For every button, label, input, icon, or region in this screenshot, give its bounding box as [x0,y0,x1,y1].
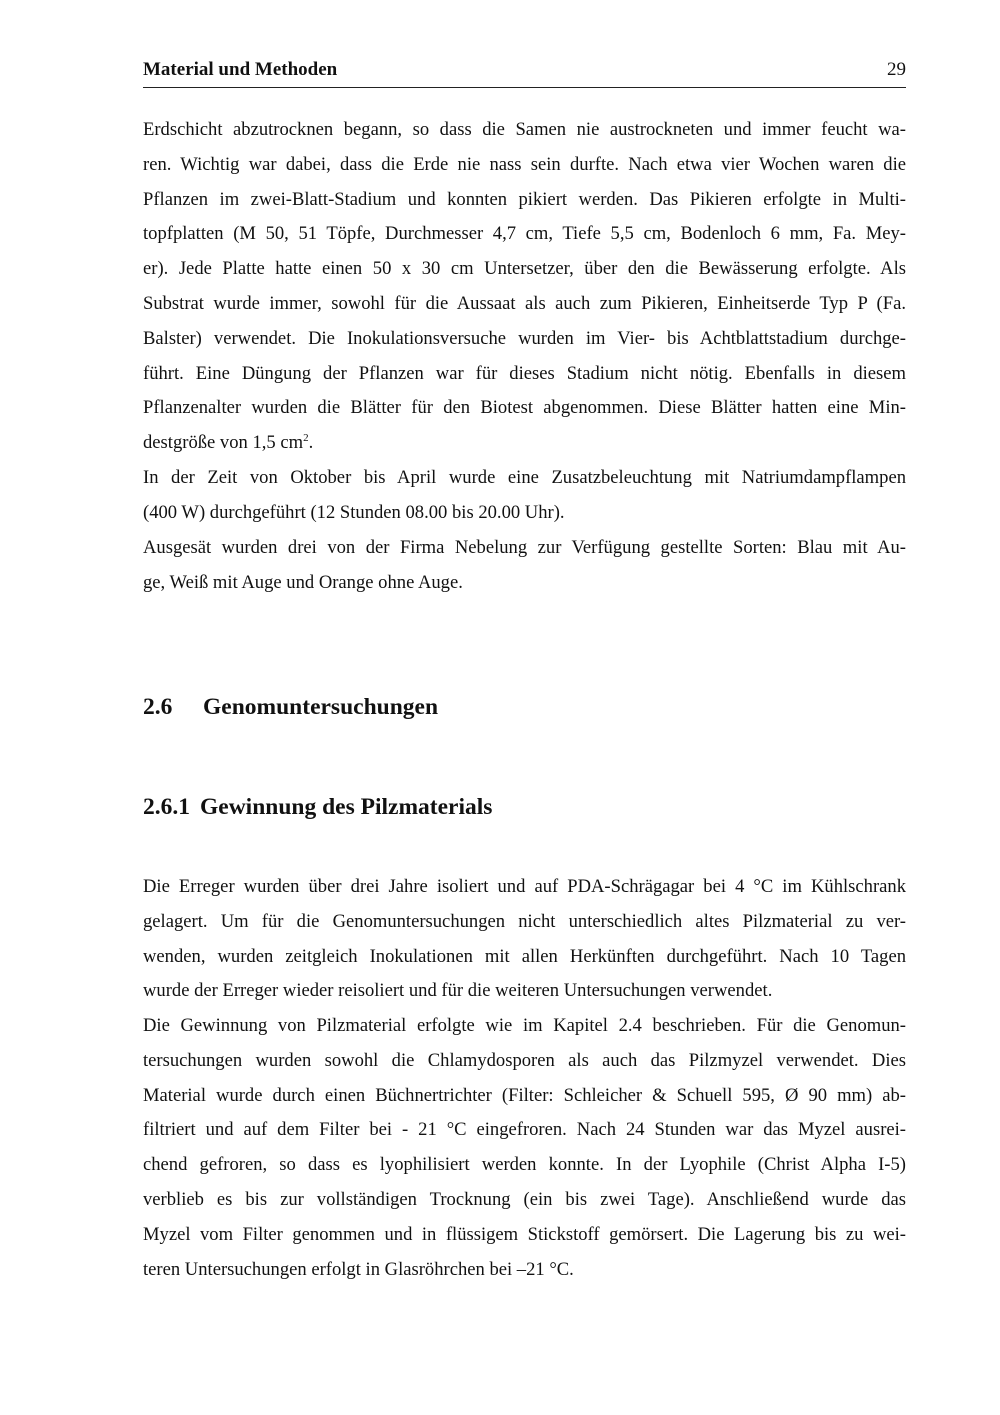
text-line: wurde der Erreger wieder reisoliert und für die weiteren Untersuchungen verwendet. [143,980,773,1002]
text-line: gelagert. Um für die Genomuntersuchungen nicht unterschiedlich altes Pilzmaterial zu ver- [143,910,906,932]
text-line: In der Zeit von Oktober bis April wurde eine Zusatzbeleuchtung mit Natriumdampflampen [143,467,906,488]
text-line: Material wurde durch einen Büchnertrichter (Filter: Schleicher & Schuell 595, Ø 90 mm) ab- [143,1084,906,1106]
text-fragment: destgröße von 1,5 cm [143,432,304,454]
page-header [143,57,906,88]
page-number: 29 [887,59,906,80]
section-title: Gewinnung des Pilzmaterials [200,794,493,820]
text-line: Ausgesät wurden drei von der Firma Nebelung zur Verfügung gestellte Sorten: Blau mit Au- [143,537,906,558]
text-line: führt. Eine Düngung der Pflanzen war für dieses Stadium nicht nötig. Ebenfalls in diesem [143,362,906,384]
text-line: Myzel vom Filter genommen und in flüssigem Stickstoff gemörsert. Die Lagerung bis zu wei- [143,1223,906,1245]
text-line: (400 W) durchgeführt (12 Stunden 08.00 bis 20.00 Uhr). [143,501,565,523]
text-line [143,426,906,461]
section-number: 2.6 [143,694,173,720]
text-line: wenden, wurden zeitgleich Inokulationen mit allen Herkünften durchgeführt. Nach 10 Tagen [143,945,906,967]
paragraph-seed-cultivation [143,113,906,461]
section-title: Genomuntersuchungen [203,694,439,720]
text-line: Die Gewinnung von Pilzmaterial erfolgte wie im Kapitel 2.4 beschrieben. Für die Genomun- [143,1015,906,1036]
text-line: Pflanzen im zwei-Blatt-Stadium und konnten pikiert werden. Das Pikieren erfolgte in Multi- [143,188,906,210]
text-fragment: . [308,432,314,454]
text-line: ren. Wichtig war dabei, dass die Erde nie nass sein durfte. Nach etwa vier Wochen waren die [143,153,906,175]
text-line: topfplatten (M 50, 51 Töpfe, Durchmesser 4,7 cm, Tiefe 5,5 cm, Bodenloch 6 mm, Fa. Mey- [143,223,906,245]
text-line: verblieb es bis zur vollständigen Trocknung (ein bis zwei Tage). Anschließend wurde das [143,1188,906,1210]
text-line: er). Jede Platte hatte einen 50 x 30 cm Untersetzer, über den die Bewässerung erfolgte. Als [143,258,906,280]
text-line: Substrat wurde immer, sowohl für die Aussaat als auch zum Pikieren, Einheitserde Typ P (Fa. [143,292,906,314]
text-line: teren Untersuchungen erfolgt in Glasröhrchen bei –21 °C. [143,1258,574,1280]
text-line: ge, Weiß mit Auge und Orange ohne Auge. [143,571,463,593]
section-number: 2.6.1 [143,794,190,820]
paragraph-pathogen-storage [143,870,906,1009]
text-line: chend gefroren, so dass es lyophilisiert werden konnte. In der Lyophile (Christ Alpha I-5) [143,1154,906,1176]
paragraph-varieties [143,531,906,601]
text-line: Die Erreger wurden über drei Jahre isoliert und auf PDA-Schrägagar bei 4 °C im Kühlschrank [143,876,906,897]
superscript: 2 [303,431,309,444]
paragraph-lighting [143,461,906,531]
text-line: tersuchungen wurden sowohl die Chlamydosporen als auch das Pilzmyzel verwendet. Dies [143,1049,906,1071]
text-line: Balster) verwendet. Die Inokulationsversuche wurden im Vier- bis Achtblattstadium durchge- [143,327,906,349]
text-line: filtriert und auf dem Filter bei - 21 °C eingefroren. Nach 24 Stunden war das Myzel ausrei- [143,1119,906,1141]
paragraph-fungal-material [143,1009,906,1287]
section-heading-2-6-1 [143,794,492,821]
text-line: Erdschicht abzutrocknen begann, so dass die Samen nie austrockneten und immer feucht wa- [143,119,906,140]
section-heading-2-6 [143,694,438,721]
text-line: Pflanzenalter wurden die Blätter für den Biotest abgenommen. Diese Blätter hatten eine Min- [143,397,906,419]
header-title: Material und Methoden [143,59,338,80]
